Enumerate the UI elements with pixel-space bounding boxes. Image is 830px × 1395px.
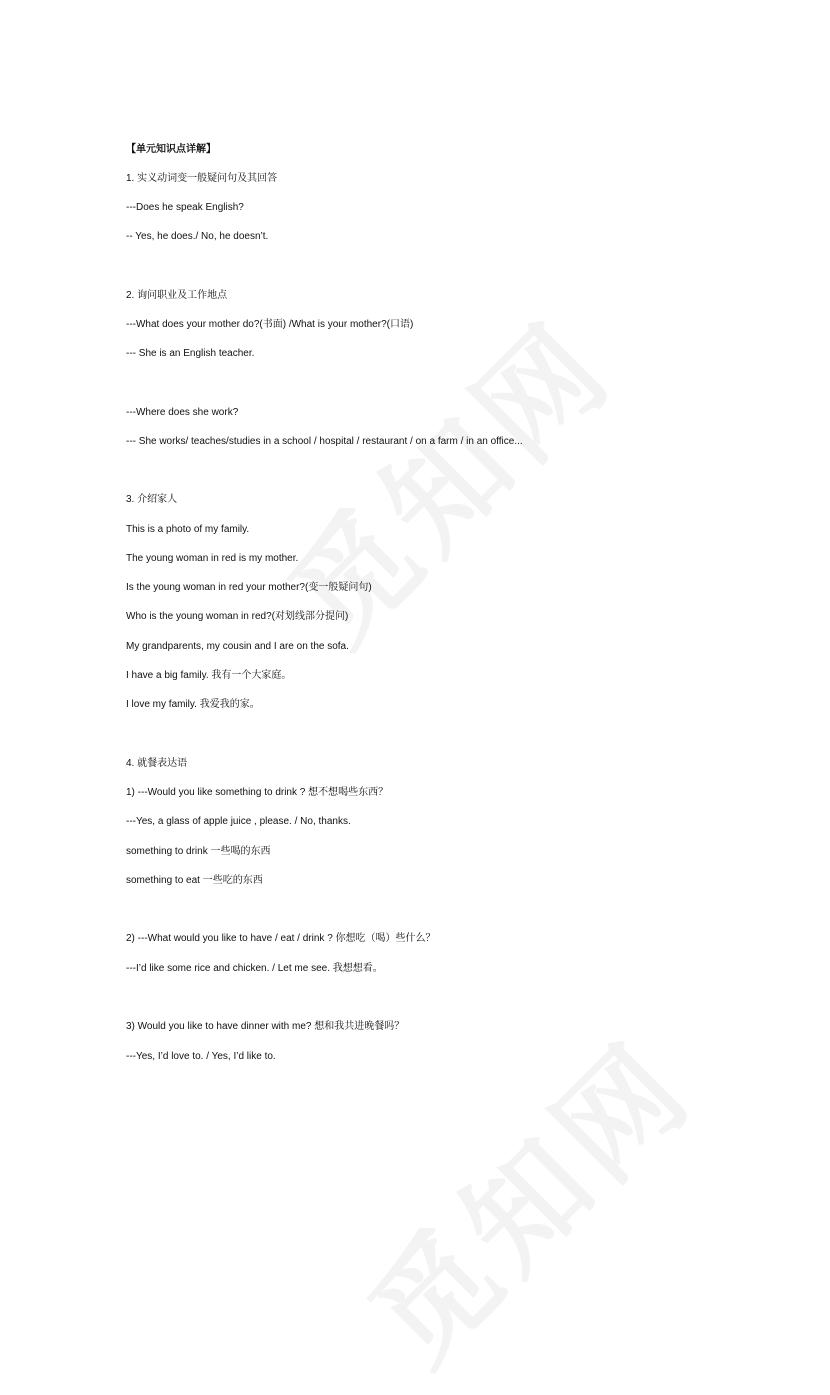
text-line: ---Where does she work? [126, 407, 239, 418]
topic-4-heading: 4. 就餐表达语 [126, 758, 188, 769]
text-line: Who is the young woman in red?(对划线部分提问) [126, 611, 349, 622]
watermark-bottom [326, 997, 723, 1394]
text-line: My grandparents, my cousin and I are on the sofa. [126, 641, 349, 652]
text-line: something to eat 一些吃的东西 [126, 875, 263, 886]
topic-2-heading: 2. 询问职业及工作地点 [126, 290, 228, 301]
topic-1-heading: 1. 实义动词变一般疑问句及其回答 [126, 173, 278, 184]
text-line: ---I’d like some rice and chicken. / Let me see. 我想想看。 [126, 963, 383, 974]
section-title: 【单元知识点详解】 [126, 144, 216, 155]
text-line: ---Yes, a glass of apple juice , please. / No, thanks. [126, 816, 351, 827]
text-line: I love my family. 我爱我的家。 [126, 699, 260, 710]
text-line: I have a big family. 我有一个大家庭。 [126, 670, 292, 681]
text-line: ---Does he speak English? [126, 202, 244, 213]
text-line: 3) Would you like to have dinner with me? 想和我共进晚餐吗？ [126, 1021, 405, 1032]
text-line: ---Yes, I’d love to. / Yes, I’d like to. [126, 1051, 276, 1062]
text-line: --- She works/ teaches/studies in a school / hospital / restaurant / on a farm / in an office... [126, 436, 523, 447]
text-line: 2) ---What would you like to have / eat / drink ? 你想吃（喝）些什么？ [126, 933, 436, 944]
text-line: 1) ---Would you like something to drink ? 想不想喝些东西？ [126, 787, 389, 798]
text-line: --- She is an English teacher. [126, 348, 255, 359]
text-line: -- Yes, he does./ No, he doesn’t. [126, 231, 269, 242]
topic-3-heading: 3. 介绍家人 [126, 494, 178, 505]
text-line: This is a photo of my family. [126, 524, 250, 535]
text-line: something to drink 一些喝的东西 [126, 846, 271, 857]
text-line: Is the young woman in red your mother?(变一般疑问句) [126, 582, 372, 593]
text-line: The young woman in red is my mother. [126, 553, 299, 564]
text-line: ---What does your mother do?(书面) /What is your mother?(口语) [126, 319, 414, 330]
